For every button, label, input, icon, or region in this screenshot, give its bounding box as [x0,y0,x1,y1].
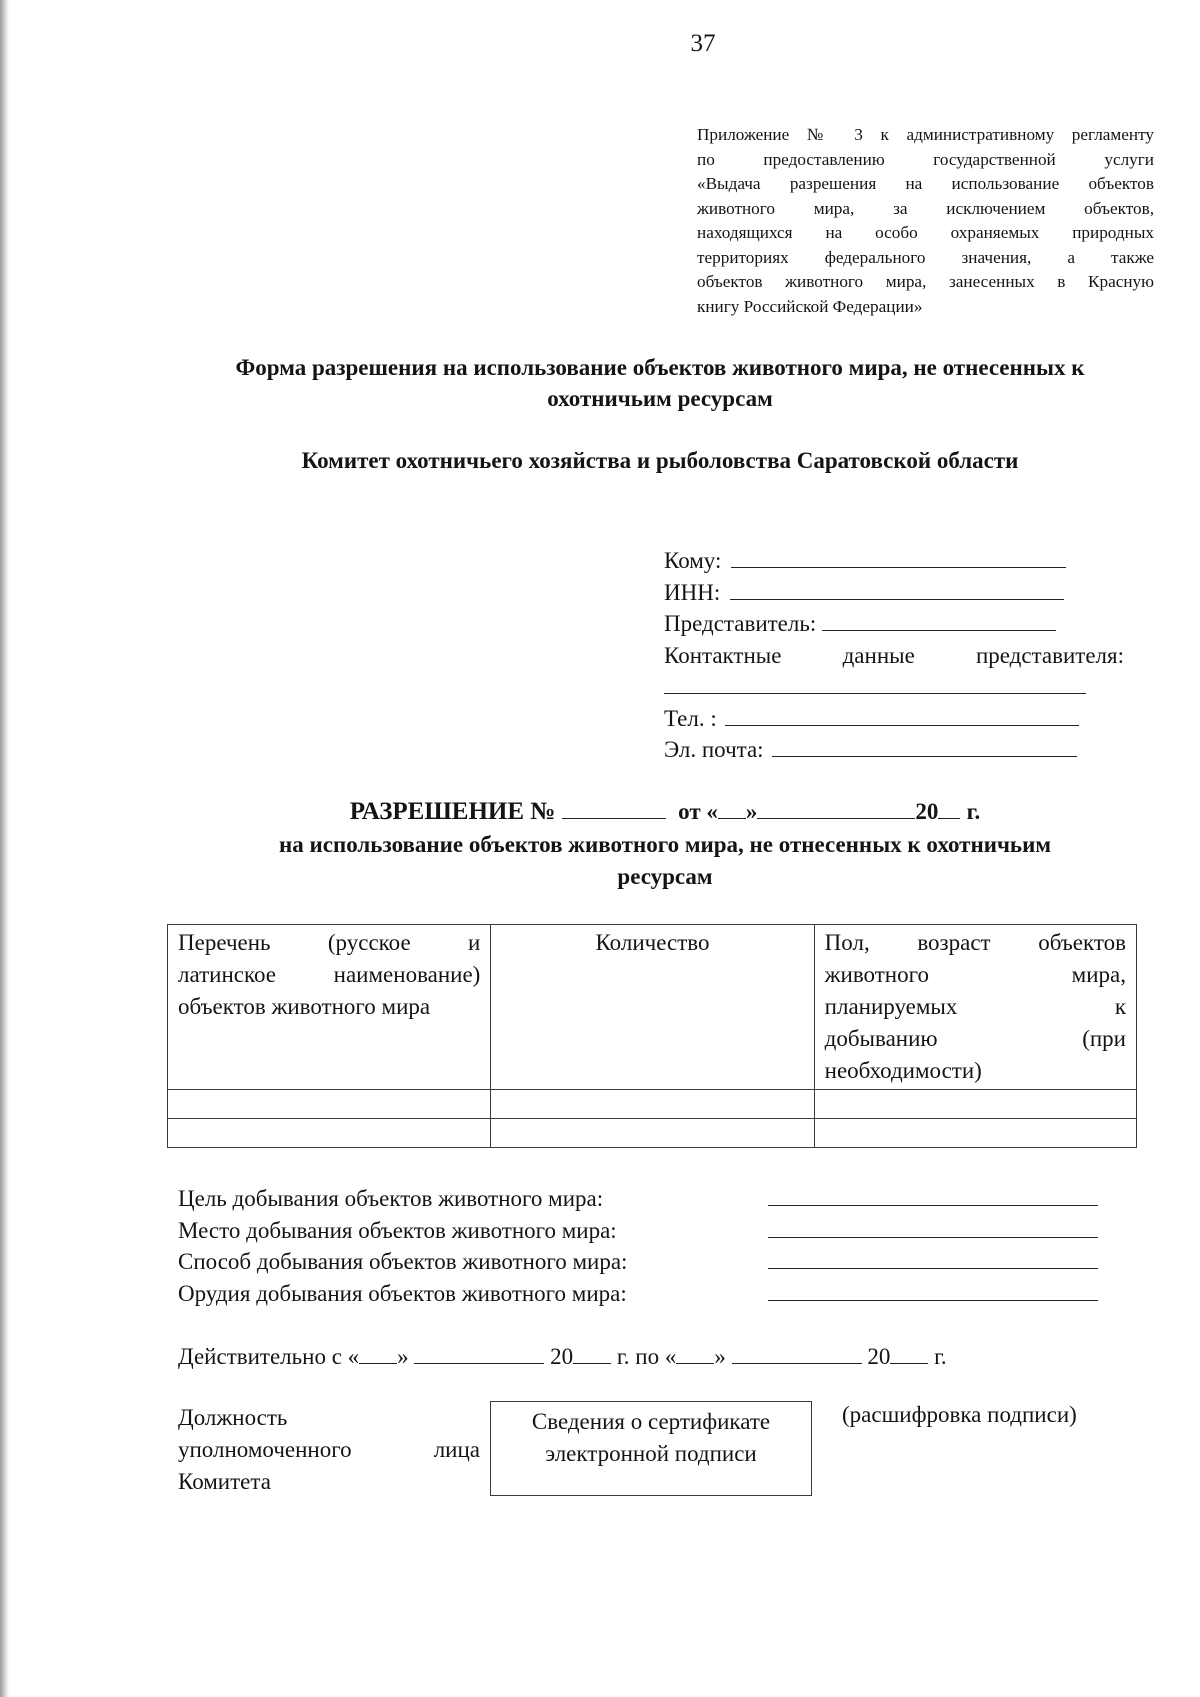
method-label: Способ добывания объектов животного мира: [178,1249,628,1274]
contact-line-row [664,671,1124,703]
tools-field[interactable] [768,1280,1098,1301]
permit-quote-close: » [745,799,758,824]
table-cell[interactable] [491,1090,814,1119]
representative-field[interactable] [822,608,1056,631]
valid-to-month-field[interactable] [732,1343,862,1364]
permit-title: РАЗРЕШЕНИЕ № [349,798,556,825]
table-row [168,1090,1137,1119]
inn-row [664,577,1124,609]
scan-edge [0,0,9,1697]
permit-title-line [165,795,1165,829]
valid-from-year-field[interactable] [573,1343,611,1364]
valid-to-day-field[interactable] [676,1343,714,1364]
contact-word: данные [842,642,915,668]
representative-row [664,608,1124,640]
validity-year2: 20 [867,1344,891,1369]
purpose-row [178,1185,1098,1217]
form-title [165,352,1155,414]
table-header-cell: Количество [491,925,814,1090]
tools-row [178,1280,1098,1312]
inn-label: ИНН: [664,579,721,605]
certificate-line: электронной подписи [545,1441,757,1466]
header-line: добыванию (при [824,1026,1126,1051]
method-row [178,1248,1098,1280]
contact-field[interactable] [664,671,1086,694]
page-number: 37 [690,30,716,57]
position-line: Комитета [178,1469,271,1494]
form-title-line: Форма разрешения на использование объектов животного мира, не отнесенных к [235,355,1085,380]
header-line: планируемых к [824,994,1126,1019]
appendix-line: Приложение № 3 к административному регламенту [697,125,1154,144]
signature-decoding: (расшифровка подписи) [842,1402,1077,1427]
table-cell[interactable] [168,1119,491,1148]
representative-label: Представитель: [664,611,817,636]
place-field[interactable] [768,1217,1098,1238]
permit-subtitle: на использование объектов животного мира, не отнесенных к охотничьим [278,832,1052,857]
position-line: уполномоченного лица [178,1437,480,1462]
appendix-line: животного мира, за исключением объектов, [697,198,1154,218]
header-line: животного мира, [824,962,1126,987]
certificate-box [490,1401,812,1496]
table-cell[interactable] [491,1119,814,1148]
appendix-line: книгу Российской Федерации» [697,296,923,316]
header-line: объектов животного мира [178,994,431,1019]
contact-word: представителя: [975,642,1124,668]
recipient-to-field[interactable] [731,545,1066,568]
validity-year1: 20 [550,1344,574,1369]
table-header-row [168,925,1137,1090]
appendix-line: объектов животного мира, занесенных в Красную [697,272,1154,291]
position-line: Должность [178,1405,288,1430]
recipient-to-label: Кому: [664,548,722,573]
header-line: Пол, возраст объектов [824,930,1126,955]
tools-label: Орудия добывания объектов животного мира: [178,1280,627,1306]
inn-field[interactable] [730,577,1064,600]
permit-heading [165,795,1165,893]
permit-day-field[interactable] [718,798,746,819]
purpose-field[interactable] [768,1185,1098,1206]
permit-year-prefix: 20 [915,799,939,824]
permit-month-field[interactable] [757,798,915,819]
valid-from-day-field[interactable] [359,1343,397,1364]
contact-row [664,640,1124,672]
valid-from-month-field[interactable] [414,1343,544,1364]
permit-year-suffix: г. [966,799,981,824]
appendix-line: территориях федерального значения, а также [697,247,1154,267]
place-label: Место добывания объектов животного мира: [178,1217,617,1243]
table-header-cell [168,925,491,1090]
table-cell[interactable] [168,1090,491,1119]
table-cell[interactable] [814,1090,1136,1119]
validity-mid: г. по « [616,1344,677,1369]
email-field[interactable] [772,734,1077,757]
appendix-line: находящихся на особо охраняемых природных [697,223,1154,242]
header-line: необходимости) [824,1058,982,1083]
header-line: Перечень (русское и [178,930,481,955]
place-row [178,1217,1098,1249]
email-row [664,734,1124,766]
table-header-cell [814,925,1136,1090]
table-cell[interactable] [814,1119,1136,1148]
valid-to-year-field[interactable] [890,1343,928,1364]
animals-table [167,924,1137,1148]
tel-label: Тел. : [664,705,717,731]
table-row [168,1119,1137,1148]
tel-field[interactable] [725,703,1079,726]
validity-close2: » [714,1344,726,1369]
permit-subtitle: ресурсам [617,864,713,889]
appendix-line: «Выдача разрешения на использование объектов [697,174,1154,193]
hunting-details [178,1185,1098,1311]
committee-name: Комитет охотничьего хозяйства и рыболовства Саратовской области [301,448,1019,473]
header-line: латинское наименование) [178,962,481,987]
contact-word: Контактные [664,642,782,668]
validity-prefix: Действительно с « [178,1344,360,1369]
permit-from: от « [678,799,718,824]
validity-suffix: г. [934,1344,947,1369]
permit-number-field[interactable] [562,798,666,819]
appendix-line: по предоставлению государственной услуги [697,149,1154,169]
official-position [178,1402,480,1498]
tel-row [664,703,1124,735]
appendix-note [697,123,1154,319]
validity-close: » [397,1344,409,1369]
contact-label [664,640,1124,672]
certificate-line: Сведения о сертификате [531,1409,771,1434]
permit-year-field[interactable] [938,798,960,819]
recipient-to-row [664,545,1124,577]
method-field[interactable] [768,1248,1098,1269]
validity-line [178,1343,947,1370]
recipient-block [664,545,1124,766]
form-title-line: охотничьим ресурсам [547,386,773,411]
email-label: Эл. почта: [664,737,764,762]
purpose-label: Цель добывания объектов животного мира: [178,1186,604,1211]
